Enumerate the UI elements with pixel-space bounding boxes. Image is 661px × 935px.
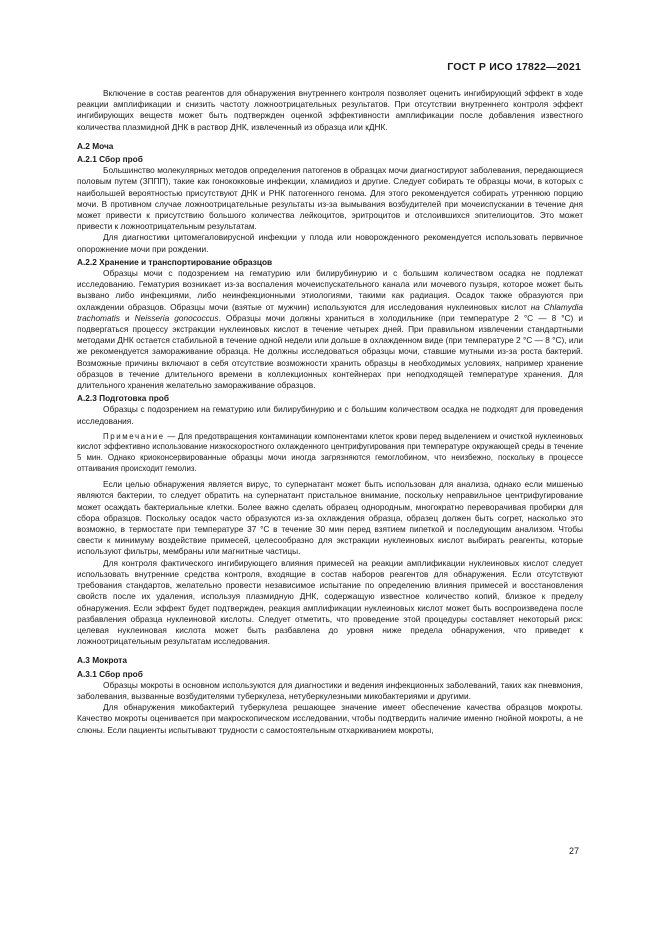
page-number: 27 <box>569 846 580 856</box>
note-label: Примечание <box>103 431 165 441</box>
paragraph: Для диагностики цитомегаловирусной инфекции у плода или новорожденного рекомендуется использовать первичное опорожнение мочи при рождении. <box>77 232 583 254</box>
subsection-title-a21: А.2.1 Сбор проб <box>77 154 143 165</box>
section-title-a3: А.3 Мокрота <box>77 655 127 666</box>
document-header: ГОСТ Р ИСО 17822—2021 <box>447 61 581 73</box>
paragraph: Если целью обнаружения является вирус, то супернатант может быть использован для анализа, однако если мишенью являются бактерии, то следует обратить на супернатант пристальное внимание, поскольку неправильное центрифугирование может осаждать бактериальные клетки. Более важно сделать образец однородным, многократно переворачивая пробирки для сбора образцов. Поскольку осадок часто образуются из-за охлаждения образца, образец должен быть согрет, насколько это возможно, в термостате при температуре 37 °С в течение 30 мин перед взятием пипеткой и последующим анализом. Чтобы свести к минимуму воздействие примесей, целесообразно для экстракции нуклеиновых кислот выбирать реагенты, которые используют фильтры, мембраны или магнитные частицы. <box>77 479 583 557</box>
document-body <box>77 88 583 736</box>
paragraph-text: . Образцы мочи должны храниться в холодильнике (при температуре 2 °С — 8 °С) и подвергаться процессу экстракции нуклеиновых кислот в течение четырех дней. При правильном извлечении стандартными методами ДНК остается стабильной в течение одной недели или дольше в охлажденном виде (при температуре 2 °С — 8 °С), или же рекомендуется замораживание образца. Не должны исследоваться образцы мочи, ставшие мутными из-за роста бактерий. Возможные причины включают в себя отсутствие возможности хранить образцы в необходимых условиях, например хранение образцов в течение длительного времени в коллекционных контейнерах при неподходящей температуре хранения. Для длительного хранения желательно замораживание образцов. <box>77 312 583 391</box>
paragraph <box>77 268 583 391</box>
note <box>77 432 583 474</box>
subsection-title-a23: А.2.3 Подготовка проб <box>77 393 169 404</box>
paragraph: Образцы с подозрением на гематурию или билирубинурию и с большим количеством осадка не подходят для проведения исследования. <box>77 404 583 426</box>
paragraph: Большинство молекулярных методов определения патогенов в образцах мочи диагностируют заболевания, передающиеся половым путем (ЗППП), такие как гонококковые инфекции, хламидиоз и другие. Следует собирать те образцы мочи, в которых с наибольшей вероятностью присутствуют ДНК и РНК патогенного генома. Для этого рекомендуется собирать утреннюю порцию мочи. В противном случае ложноотрицательные результаты из-за вымывания возбудителей при мочеиспускании в течение дня может привести к присутствию большого количества лейкоцитов, эритроцитов и отслоившихся эпителиоцитов. Это может привести к ложноотрицательным результатам. <box>77 165 583 232</box>
section-title-a2: А.2 Моча <box>77 140 114 151</box>
subsection-title-a22: А.2.2 Хранение и транспортирование образцов <box>77 256 273 267</box>
paragraph: Для обнаружения микобактерий туберкулеза решающее значение имеет обеспечение качества образцов мокроты. Качество мокроты оценивается при макроскопическом исследовании, чтобы подтвердить наличие именно гнойной мокроты, а не слюны. Если пациенты испытывают трудности с самостоятельным отхаркиванием мокроты, <box>77 702 583 735</box>
paragraph-text: Образцы мочи с подозрением на гематурию или билирубинурию и с большим количеством осадка не подлежат исследованию. Гематурия возникает из-за воспаления мочеиспускательного канала или мочевого пузыря, которое может быть вызвано либо инфекциями, либо неинфекционными этиологиями, такими как радиация. Осадок также образуются при охлаждении образцов. Образцы мочи (взятые от мужчин) используются для исследования нуклеиновых кислот <box>77 268 583 312</box>
paragraph-text: и <box>119 312 135 323</box>
pathogen-name: на Chlamydia trachomatis <box>77 301 583 323</box>
pathogen-name: Neisseria gonococcus <box>134 312 219 323</box>
subsection-title-a31: А.3.1 Сбор проб <box>77 668 143 679</box>
intro-paragraph: Включение в состав реагентов для обнаружения внутреннего контроля позволяет оценить ингибирующий эффект в ходе реакции амплификации и снизить частоту ложноотрицательных результатов. При отсутствии внутреннего контроля эффект ингибирующих веществ может быть подтвержден оценкой эффективности амплификации после добавления известного количества плазмидной ДНК в раствор ДНК, извлеченный из образца или кДНК. <box>77 88 583 132</box>
note-text: — Для предотвращения контаминации компонентами клеток крови перед выделением и очисткой нуклеиновых кислот эффективно использование низкоскоростного охлажденного центрифугирования при температуре окружающей среды в течение 5 мин. Однако криоконсервированные образцы мочи иногда загрязняются гемоглобином, что неизбежно, поскольку в процессе оттаивания происходит гемолиз. <box>77 431 583 473</box>
paragraph: Для контроля фактического ингибирующего влияния примесей на реакции амплификации нуклеиновых кислот следует использовать внутренние средства контроля, входящие в состав наборов реагентов для обнаружения. Если отсутствуют требования стандартов, желательно провести независимое испытание по определению влияния примесей и восстановления свойств после их удаления, используя плазмидную ДНК, содержащую известное количество копий, близкое к пределу обнаружения. Если эффект будет подтвержден, реакция амплификации нуклеиновых кислот может быть воспроизведена после разбавления образца нуклеиновой кислоты. Следует отметить, что проведение этой процедуры составляет некоторый риск: целевая нуклеиновая кислота может быть разбавлена до уровня ниже предела обнаружения, что приведет к ложноотрицательным результатам исследования. <box>77 557 583 647</box>
paragraph: Образцы мокроты в основном используются для диагностики и ведения инфекционных заболеваний, таких как пневмония, заболевания, вызванные возбудителями туберкулеза, нетуберкулезными микобактериями и другими. <box>77 679 583 701</box>
